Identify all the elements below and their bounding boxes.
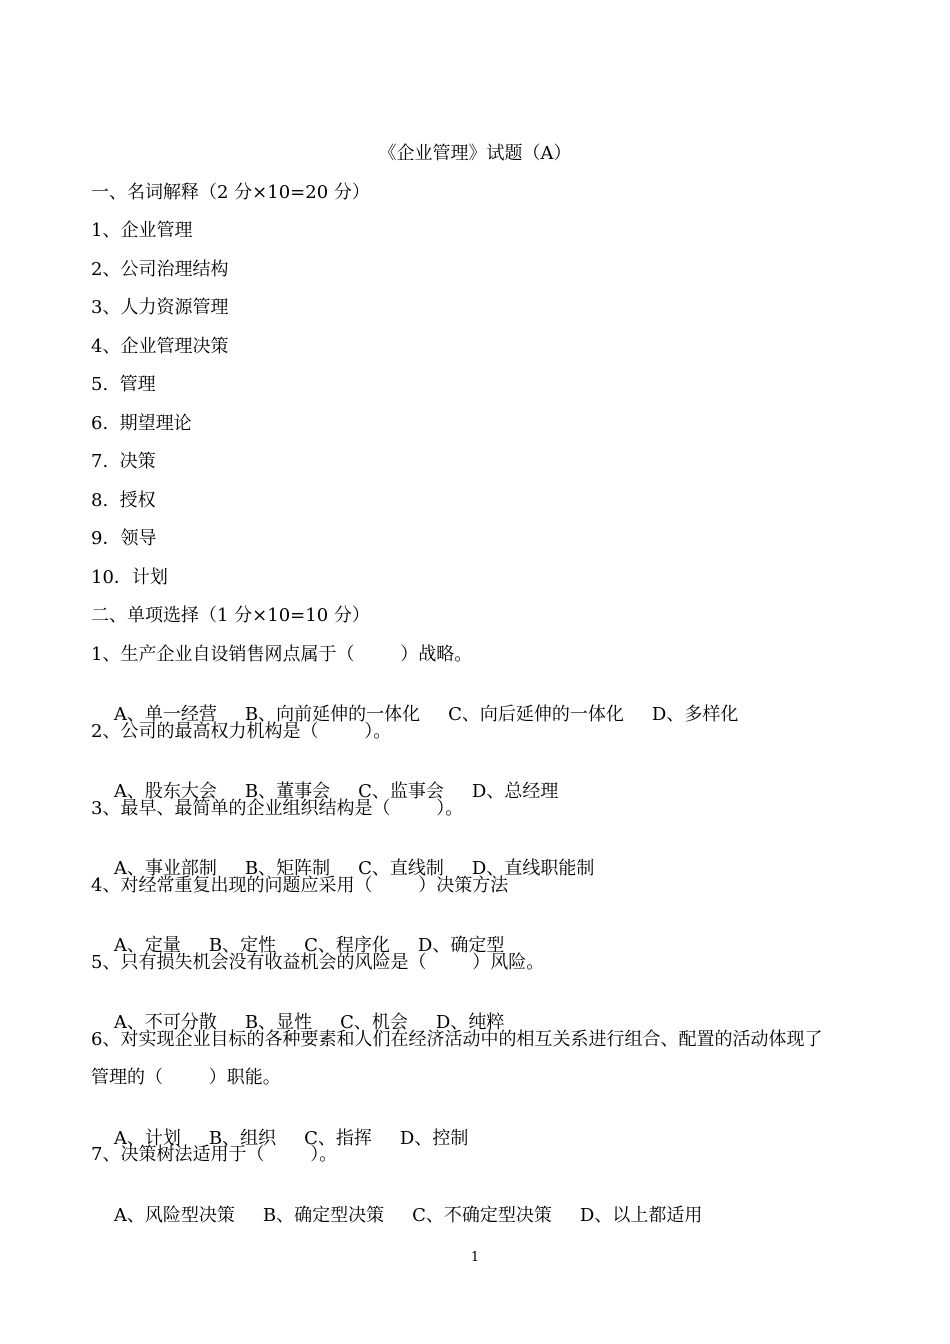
term-item: 6. 期望理论 xyxy=(91,413,192,434)
option-d: D、控制 xyxy=(399,1128,469,1149)
option-a: A、事业部制 xyxy=(113,858,217,879)
option-a: A、风险型决策 xyxy=(113,1205,235,1226)
question-text: 6、对实现企业目标的各种要素和人们在经济活动中的相互关系进行组合、配置的活动体现了 xyxy=(91,1029,823,1050)
option-a: A、定量 xyxy=(113,935,181,956)
option-b: B、显性 xyxy=(244,1012,313,1033)
term-item: 7. 决策 xyxy=(91,451,156,472)
option-d: D、直线职能制 xyxy=(471,858,595,879)
term-item: 8. 授权 xyxy=(91,490,156,511)
section-heading-choice: 二、单项选择（1 分×10=10 分） xyxy=(91,605,370,626)
option-c: C、指挥 xyxy=(304,1128,372,1149)
question-text: 2、公司的最高权力机构是（ ）。 xyxy=(91,721,392,742)
option-b: B、定性 xyxy=(208,935,277,956)
option-b: B、董事会 xyxy=(244,781,331,802)
term-item: 4、企业管理决策 xyxy=(91,336,229,357)
section-heading-definitions: 一、名词解释（2 分×10=20 分） xyxy=(91,182,370,203)
option-d: D、确定型 xyxy=(417,935,505,956)
term-item: 9．领导 xyxy=(91,528,157,549)
option-c: C、监事会 xyxy=(358,781,444,802)
question-text-continued: 管理的（ ）职能。 xyxy=(91,1067,281,1088)
option-d: D、以上都适用 xyxy=(579,1205,703,1226)
option-b: B、矩阵制 xyxy=(244,858,331,879)
option-d: D、总经理 xyxy=(471,781,559,802)
question-text: 1、生产企业自设销售网点属于（ ）战略。 xyxy=(91,644,473,665)
term-item: 1、企业管理 xyxy=(91,220,193,241)
option-c: C、程序化 xyxy=(304,935,390,956)
term-item: 10．计划 xyxy=(91,567,168,588)
page-number: 1 xyxy=(470,1250,480,1265)
term-item: 2、公司治理结构 xyxy=(91,259,229,280)
question-text: 5、只有损失机会没有收益机会的风险是（ ）风险。 xyxy=(91,952,545,973)
question-text: 4、对经常重复出现的问题应采用（ ）决策方法 xyxy=(91,875,509,896)
option-c: C、机会 xyxy=(340,1012,408,1033)
option-c: C、不确定型决策 xyxy=(412,1205,552,1226)
option-a: A、计划 xyxy=(113,1128,181,1149)
option-d: D、纯粹 xyxy=(435,1012,505,1033)
option-d: D、多样化 xyxy=(651,704,739,725)
option-b: B、向前延伸的一体化 xyxy=(244,704,421,725)
question-text: 7、决策树法适用于（ ）。 xyxy=(91,1144,338,1165)
option-a: A、股东大会 xyxy=(113,781,217,802)
option-a: A、单一经营 xyxy=(113,704,217,725)
option-c: C、直线制 xyxy=(358,858,444,879)
term-item: 3、人力资源管理 xyxy=(91,297,229,318)
question-text: 3、最早、最简单的企业组织结构是（ ）。 xyxy=(91,798,464,819)
option-b: B、确定型决策 xyxy=(262,1205,385,1226)
term-item: 5. 管理 xyxy=(91,374,156,395)
exam-title: 《企业管理》试题（A） xyxy=(378,143,572,164)
option-a: A、不可分散 xyxy=(113,1012,217,1033)
option-b: B、组织 xyxy=(208,1128,277,1149)
option-c: C、向后延伸的一体化 xyxy=(448,704,624,725)
question-options xyxy=(91,1183,702,1249)
